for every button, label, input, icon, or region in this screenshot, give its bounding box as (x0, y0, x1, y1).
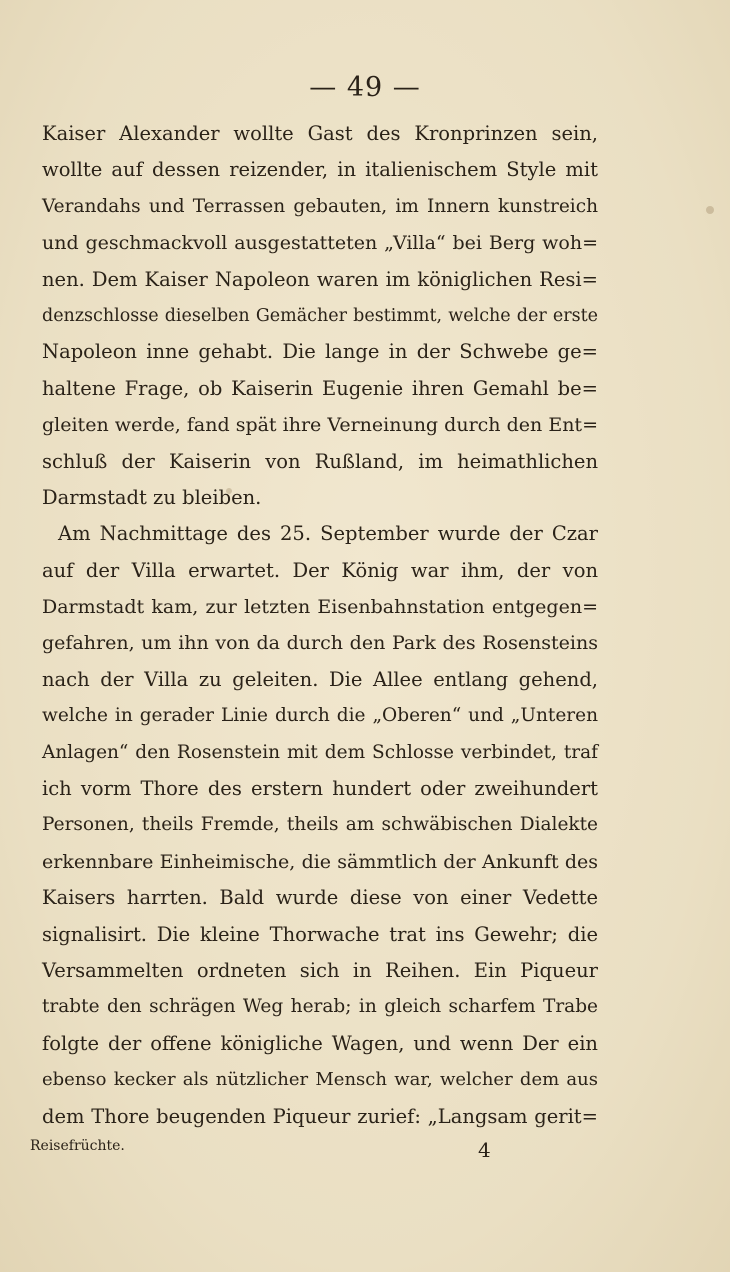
text-line: Personen, theils Fremde, theils am schwäbischen Dialekte (42, 814, 598, 836)
text-line: ich vorm Thore des erstern hundert oder zweihundert (42, 777, 598, 801)
text-line: Am Nachmittage des 25. September wurde der Czar (58, 522, 598, 546)
text-line: erkennbare Einheimische, die sämmtlich der Ankunft des (42, 850, 598, 873)
text-line: trabte den schrägen Weg herab; in gleich scharfem Trabe (42, 996, 598, 1018)
text-line: Anlagen“ den Rosenstein mit dem Schlosse verbindet, traf (42, 741, 598, 763)
body-text (42, 116, 598, 1135)
text-line: haltene Frage, ob Kaiserin Eugenie ihren Gemahl be= (42, 376, 598, 400)
text-line: Kaisers harrten. Bald wurde diese von einer Vedette (42, 886, 598, 910)
text-line: und geschmackvoll ausgestatteten „Villa“ bei Berg woh= (42, 232, 598, 255)
text-line: folgte der offene königliche Wagen, und wenn Der ein (42, 1031, 598, 1055)
paper-stain (226, 488, 232, 494)
text-line: auf der Villa erwartet. Der König war ihm, der von (42, 558, 598, 582)
text-line: Darmstadt zu bleiben. (42, 485, 262, 509)
page-footer (30, 1132, 600, 1172)
text-line: nen. Dem Kaiser Napoleon waren im königlichen Resi= (42, 267, 598, 291)
text-line: nach der Villa zu geleiten. Die Allee entlang gehend, (42, 667, 598, 691)
text-line: Kaiser Alexander wollte Gast des Kronprinzen sein, (42, 122, 598, 145)
text-line: gefahren, um ihn von da durch den Park des Rosensteins (42, 632, 598, 655)
text-line: schluß der Kaiserin von Rußland, im heimathlichen (42, 449, 598, 473)
text-line: Darmstadt kam, zur letzten Eisenbahnstation entgegen= (42, 596, 598, 619)
paper-stain (706, 206, 714, 214)
text-line: signalisirt. Die kleine Thorwache trat ins Gewehr; die (42, 922, 598, 946)
text-line: wollte auf dessen reizender, in italienischem Style mit (42, 158, 598, 182)
page-number: — 49 — (309, 72, 421, 103)
text-line: gleiten werde, fand spät ihre Verneinung durch den Ent= (42, 414, 598, 437)
text-line: Napoleon inne gehabt. Die lange in der Schwebe ge= (42, 340, 598, 364)
text-line: dem Thore beugenden Piqueur zurief: „Langsam gerit= (42, 1104, 598, 1128)
signature-mark: 4 (478, 1138, 491, 1162)
text-line: ebenso kecker als nützlicher Mensch war, welcher dem aus (42, 1069, 598, 1091)
footer-book-title: Reisefrüchte. (30, 1138, 125, 1154)
text-line: denzschlosse dieselben Gemächer bestimmt, welche der erste (42, 305, 598, 326)
text-line: Verandahs und Terrassen gebauten, im Innern kunstreich (42, 195, 598, 217)
text-line: welche in gerader Linie durch die „Oberen“ und „Unteren (42, 705, 598, 727)
text-line: Versammelten ordneten sich in Reihen. Ein Piqueur (42, 958, 598, 982)
